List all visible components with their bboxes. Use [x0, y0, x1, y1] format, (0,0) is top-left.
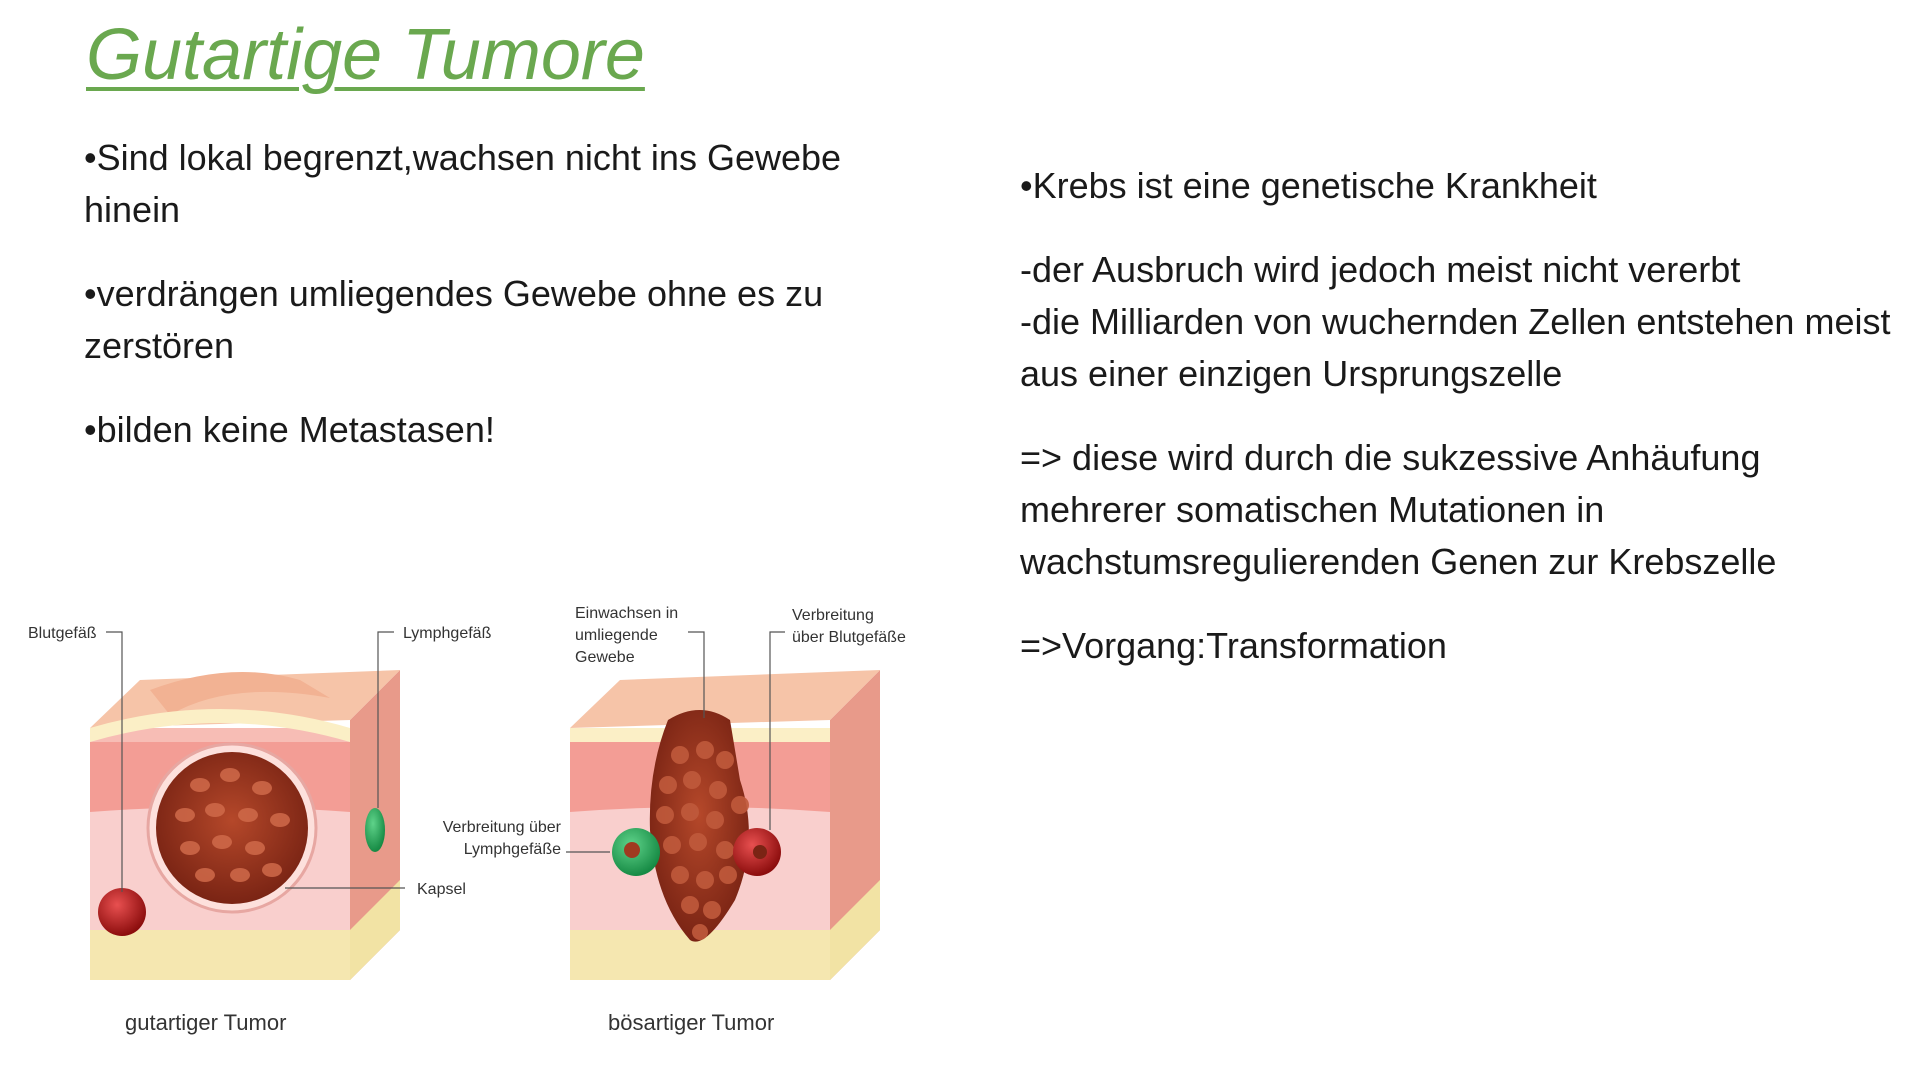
label-blood-vessel: Blutgefäß [28, 625, 97, 642]
lymph-spread-cell [624, 842, 640, 858]
cancer-genetics-text [1020, 160, 1900, 704]
label-lymph-spread-1: Verbreitung über [442, 819, 561, 836]
genetic-disease-statement: •Krebs ist eine genetische Krankheit [1020, 165, 1597, 206]
label-lymph-vessel: Lymphgefäß [403, 625, 492, 642]
blood-spread-cell [753, 845, 767, 859]
lymph-vessel-icon [365, 808, 385, 852]
caption-malignant-tumor: bösartiger Tumor [608, 1010, 775, 1035]
label-ingrowth-3: Gewebe [575, 649, 635, 666]
not-inherited-note: -der Ausbruch wird jedoch meist nicht vererbt [1020, 249, 1741, 290]
page-title: Gutartige Tumore [86, 15, 645, 95]
tumor-comparison-illustration [0, 580, 960, 1040]
mutation-accumulation-note: => diese wird durch die sukzessive Anhäufung mehrerer somatischen Mutationen in wachstumsregulierenden Genen zur Krebszelle [1020, 437, 1777, 582]
label-blood-spread-2: über Blutgefäße [792, 629, 906, 646]
origin-notes [1020, 244, 1900, 400]
bullet-local-limited: •Sind lokal begrenzt,wachsen nicht ins Gewebe hinein [84, 137, 842, 230]
bullet-displace-tissue: •verdrängen umliegendes Gewebe ohne es zu zerstören [84, 273, 824, 366]
benign-tumor-bullets [84, 132, 924, 488]
label-lymph-spread-2: Lymphgefäße [463, 841, 561, 858]
single-origin-cell-note: -die Milliarden von wuchernden Zellen entstehen meist aus einer einzigen Ursprungszelle [1020, 301, 1891, 394]
caption-benign-tumor: gutartiger Tumor [125, 1010, 287, 1035]
label-ingrowth-1: Einwachsen in [575, 605, 679, 622]
label-capsule: Kapsel [417, 881, 466, 898]
blood-vessel-icon [98, 888, 146, 936]
label-blood-spread-1: Verbreitung [792, 607, 874, 624]
transformation-note: =>Vorgang:Transformation [1020, 625, 1447, 666]
label-ingrowth-2: umliegende [575, 627, 658, 644]
bullet-no-metastases: •bilden keine Metastasen! [84, 409, 495, 450]
